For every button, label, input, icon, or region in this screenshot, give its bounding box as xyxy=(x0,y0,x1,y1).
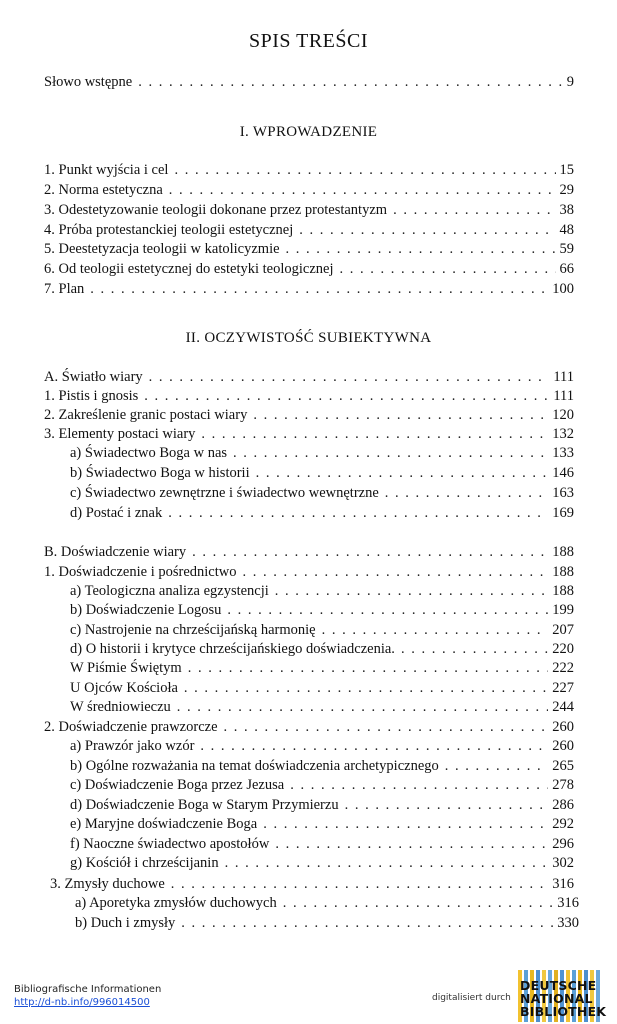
toc-entry-page: 188 xyxy=(552,564,574,580)
toc-entry xyxy=(44,368,574,387)
toc-entry-page: 100 xyxy=(552,281,574,297)
toc-entry-page: 169 xyxy=(552,505,574,521)
toc-entry-label: 4. Próba protestanckiej teologii estetycznej xyxy=(44,222,294,238)
dot-leader xyxy=(256,464,549,483)
dot-leader xyxy=(290,776,548,795)
dot-leader xyxy=(283,894,554,913)
toc-entry-page: 188 xyxy=(552,583,574,599)
toc-entry xyxy=(44,181,574,200)
toc-entry-page: 120 xyxy=(552,407,574,423)
toc-entry-label: 5. Deestetyzacja teologii w katolicyzmie xyxy=(44,241,280,257)
dot-leader xyxy=(192,543,548,562)
dot-leader xyxy=(445,757,548,776)
dot-leader xyxy=(224,718,549,737)
toc-entry xyxy=(70,815,574,834)
toc-entry-label: 6. Od teologii estetycznej do estetyki teologicznej xyxy=(44,261,334,277)
toc-entry xyxy=(44,387,574,406)
toc-entry xyxy=(44,201,574,220)
toc-entry-label: d) Doświadczenie Boga w Starym Przymierzu xyxy=(70,797,339,813)
toc-entry-label: e) Maryjne doświadczenie Boga xyxy=(70,816,258,832)
toc-entry-label: b) Duch i zmysły xyxy=(75,915,176,931)
toc-entry xyxy=(70,835,574,854)
dot-leader xyxy=(401,640,548,659)
section-heading-2: II. OCZYWISTOŚĆ SUBIEKTYWNA xyxy=(185,330,432,346)
toc-entry xyxy=(70,659,574,678)
toc-entry-page: 260 xyxy=(552,719,574,735)
dot-leader xyxy=(233,444,548,463)
toc-entry-page: 330 xyxy=(557,915,579,931)
toc-entry xyxy=(70,504,574,523)
toc-entry xyxy=(44,260,574,279)
toc-entry-label: 3. Zmysły duchowe xyxy=(50,876,165,892)
toc-entry-label: b) Świadectwo Boga w historii xyxy=(70,465,250,481)
toc-entry-page: 302 xyxy=(552,855,574,871)
toc-entry-page: 38 xyxy=(559,202,574,218)
toc-entry-label: d) O historii i krytyce chrześcijańskiego doświadczenia. xyxy=(70,641,395,657)
toc-entry xyxy=(50,875,574,894)
toc-entry-page: 48 xyxy=(559,222,574,238)
toc-entry xyxy=(70,640,574,659)
dot-leader xyxy=(393,201,555,220)
toc-entry-label: b) Ogólne rozważania na temat doświadczenia archetypicznego xyxy=(70,758,439,774)
section-heading-1: I. WPROWADZENIE xyxy=(239,124,378,140)
dnb-logo-line: NATIONAL xyxy=(520,991,593,1006)
dot-leader xyxy=(181,914,553,933)
toc-entry-label: B. Doświadczenie wiary xyxy=(44,544,187,560)
toc-entry-label: 1. Doświadczenie i pośrednictwo xyxy=(44,564,237,580)
dot-leader xyxy=(171,875,548,894)
toc-entry xyxy=(70,757,574,776)
toc-entry-label: g) Kościół i chrześcijanin xyxy=(70,855,219,871)
toc-entry-page: 132 xyxy=(552,426,574,442)
toc-entry-label: 7. Plan xyxy=(44,281,85,297)
page-title: SPIS TREŚCI xyxy=(248,30,369,52)
toc-entry xyxy=(70,737,574,756)
toc-entry-page: 286 xyxy=(552,797,574,813)
toc-entry xyxy=(44,161,574,180)
toc-entry-page: 111 xyxy=(553,369,574,385)
toc-entry-page: 66 xyxy=(559,261,574,277)
toc-entry xyxy=(44,543,574,562)
toc-entry xyxy=(70,776,574,795)
toc-entry xyxy=(70,484,574,503)
toc-entry xyxy=(70,679,574,698)
toc-entry-label: a) Prawzór jako wzór xyxy=(70,738,195,754)
toc-entry xyxy=(70,464,574,483)
toc-entry xyxy=(75,914,579,933)
dot-leader xyxy=(286,240,556,259)
toc-entry-page: 296 xyxy=(552,836,574,852)
dot-leader xyxy=(322,621,549,640)
dot-leader xyxy=(275,582,548,601)
toc-entry-page: 227 xyxy=(552,680,574,696)
toc-entry-page: 278 xyxy=(552,777,574,793)
toc-entry-label: 3. Odestetyzowanie teologii dokonane przez protestantyzm xyxy=(44,202,388,218)
toc-entry-page: 146 xyxy=(552,465,574,481)
toc-entry-page: 111 xyxy=(553,388,574,404)
toc-entry-label: c) Świadectwo zewnętrzne i świadectwo wewnętrzne xyxy=(70,485,379,501)
toc-entry-page: 265 xyxy=(552,758,574,774)
digitized-by-label: digitalisiert durch xyxy=(432,993,511,1003)
toc-entry-page: 220 xyxy=(552,641,574,657)
dot-leader xyxy=(227,601,548,620)
toc-entry-label: 2. Doświadczenie prawzorcze xyxy=(44,719,218,735)
toc-entry xyxy=(44,240,574,259)
toc-entry-label: U Ojców Kościoła xyxy=(70,680,178,696)
toc-entry xyxy=(44,221,574,240)
dot-leader xyxy=(177,698,548,717)
toc-entry-label: W średniowieczu xyxy=(70,699,171,715)
toc-entry-label: 2. Norma estetyczna xyxy=(44,182,163,198)
toc-entry-label: A. Światło wiary xyxy=(44,369,143,385)
toc-entry-page: 244 xyxy=(552,699,574,715)
toc-entry-page: 188 xyxy=(552,544,574,560)
toc-entry-label: a) Świadectwo Boga w nas xyxy=(70,445,228,461)
dot-leader xyxy=(242,563,548,582)
toc-entry-label: f) Naoczne świadectwo apostołów xyxy=(70,836,270,852)
dot-leader xyxy=(188,659,549,678)
toc-entry-label: 3. Elementy postaci wiary xyxy=(44,426,196,442)
toc-entry-label: a) Teologiczna analiza egzystencji xyxy=(70,583,269,599)
dot-leader xyxy=(90,280,548,299)
toc-entry xyxy=(70,621,574,640)
dot-leader xyxy=(340,260,556,279)
toc-entry xyxy=(75,894,579,913)
bibliographic-info-link[interactable]: http://d-nb.info/996014500 xyxy=(14,997,150,1008)
toc-entry xyxy=(44,425,574,444)
toc-entry xyxy=(44,563,574,582)
dnb-logo-line: DEUTSCHE xyxy=(520,978,597,993)
toc-entry-label: 1. Punkt wyjścia i cel xyxy=(44,162,169,178)
dot-leader xyxy=(168,504,548,523)
toc-entry-page: 163 xyxy=(552,485,574,501)
dot-leader xyxy=(345,796,549,815)
dot-leader xyxy=(225,854,549,873)
dnb-logo-line: BIBLIOTHEK xyxy=(520,1004,607,1019)
toc-entry-page: 207 xyxy=(552,622,574,638)
toc-entry-label: 1. Pistis i gnosis xyxy=(44,388,139,404)
dot-leader xyxy=(138,73,563,92)
toc-entry xyxy=(70,796,574,815)
toc-entry-page: 316 xyxy=(557,895,579,911)
dot-leader xyxy=(149,368,550,387)
toc-entry-page: 133 xyxy=(552,445,574,461)
dot-leader xyxy=(174,161,555,180)
toc-entry-label: 2. Zakreślenie granic postaci wiary xyxy=(44,407,248,423)
toc-entry xyxy=(70,582,574,601)
toc-entry xyxy=(70,601,574,620)
dot-leader xyxy=(200,737,548,756)
toc-entry-page: 260 xyxy=(552,738,574,754)
toc-entry-label: c) Doświadczenie Boga przez Jezusa xyxy=(70,777,285,793)
toc-entry xyxy=(70,854,574,873)
dot-leader xyxy=(169,181,556,200)
dot-leader xyxy=(201,425,548,444)
toc-entry-page: 199 xyxy=(552,602,574,618)
toc-entry-label: W Piśmie Świętym xyxy=(70,660,182,676)
toc-entry-label: c) Nastrojenie na chrześcijańską harmonię xyxy=(70,622,316,638)
toc-entry-page: 292 xyxy=(552,816,574,832)
toc-entry xyxy=(44,718,574,737)
dot-leader xyxy=(275,835,548,854)
toc-entry-page: 29 xyxy=(559,182,574,198)
toc-entry-label: a) Aporetyka zmysłów duchowych xyxy=(75,895,277,911)
bibliographic-info-label: Bibliografische Informationen xyxy=(14,984,162,995)
toc-entry xyxy=(70,444,574,463)
dot-leader xyxy=(184,679,548,698)
toc-entry-page: 222 xyxy=(552,660,574,676)
toc-entry-page: 15 xyxy=(559,162,574,178)
dot-leader xyxy=(299,221,555,240)
dot-leader xyxy=(385,484,548,503)
toc-entry xyxy=(44,280,574,299)
toc-entry-label: d) Postać i znak xyxy=(70,505,163,521)
toc-entry-page: 59 xyxy=(559,241,574,257)
dot-leader xyxy=(263,815,548,834)
toc-entry-page: 9 xyxy=(566,74,574,90)
dnb-logo-text xyxy=(520,979,606,1018)
toc-entry-label: b) Doświadczenie Logosu xyxy=(70,602,222,618)
toc-entry-page: 316 xyxy=(552,876,574,892)
dot-leader xyxy=(144,387,549,406)
dnb-logo xyxy=(518,970,607,1022)
dot-leader xyxy=(253,406,548,425)
toc-entry-preface xyxy=(44,73,574,92)
bibliographic-info xyxy=(14,983,161,1009)
toc-entry xyxy=(70,698,574,717)
toc-entry xyxy=(44,406,574,425)
toc-entry-label: Słowo wstępne xyxy=(44,74,133,90)
